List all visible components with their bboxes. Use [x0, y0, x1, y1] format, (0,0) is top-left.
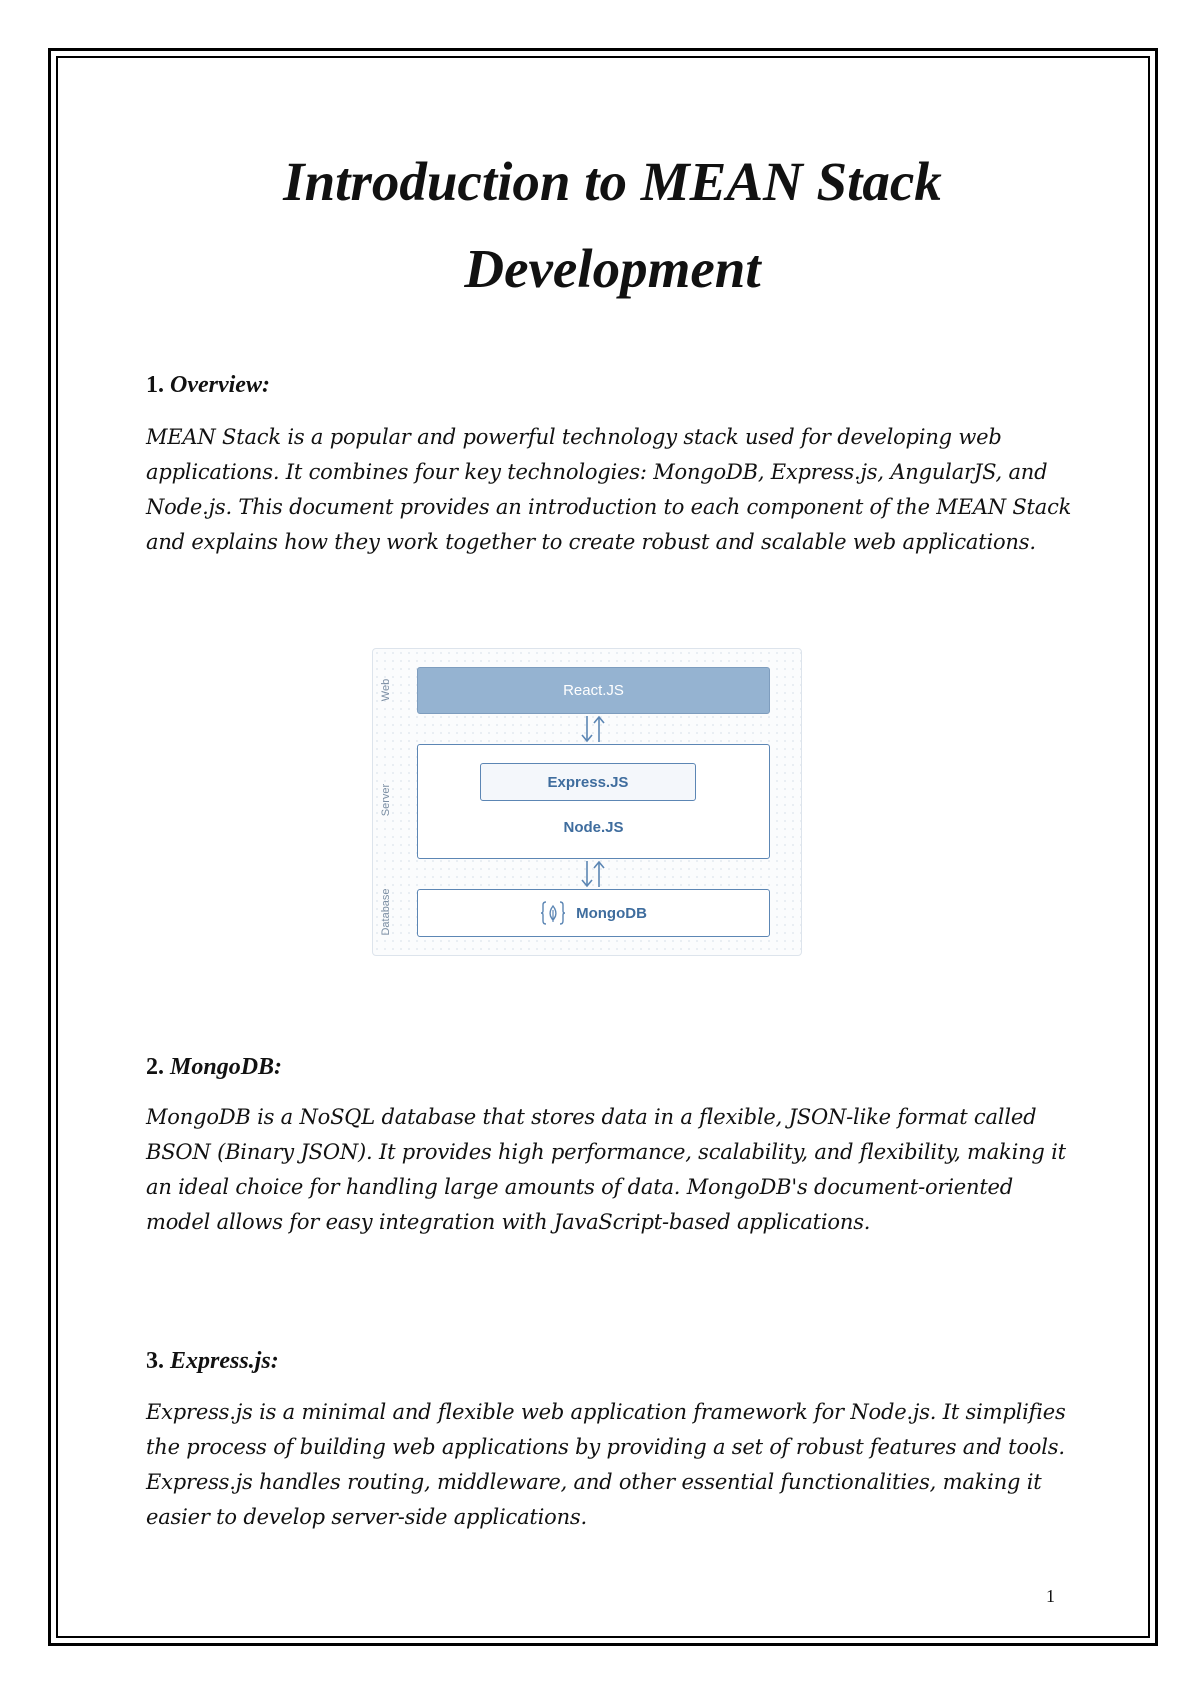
frontend-label: React.JS — [563, 682, 624, 699]
section-title: Express.js: — [170, 1348, 279, 1374]
tier-label-server: Server — [380, 783, 392, 817]
arrows-bidirectional-icon — [573, 859, 613, 889]
server-box — [417, 744, 770, 859]
section-number: 3. — [146, 1348, 164, 1374]
section-heading-expressjs — [146, 1346, 279, 1376]
tier-label-database: Database — [380, 888, 392, 936]
mean-stack-diagram — [372, 648, 802, 956]
section-number: 1. — [146, 372, 164, 398]
database-box — [417, 889, 770, 937]
runtime-label: Node.JS — [563, 819, 624, 836]
tier-label-web: Web — [380, 678, 392, 702]
framework-box — [480, 763, 696, 801]
section-paragraph-overview: MEAN Stack is a popular and powerful technology stack used for developing web applications. It combines four key technologies: MongoDB, Express.js, AngularJS, and Node.js. This document provides an introduction to each component of the MEAN Stack and explains how they work together to create robust and scalable web applications. — [146, 425, 1072, 554]
section-paragraph-mongodb: MongoDB is a NoSQL database that stores data in a flexible, JSON-like format called BSON (Binary JSON). It provides high performance, scalability, and flexibility, making it an ideal choice for handling large amounts of data. MongoDB's document-oriented model allows for easy integration with JavaScript-based applications. — [146, 1105, 1066, 1234]
arrows-bidirectional-icon — [573, 714, 613, 744]
section-heading-overview — [146, 370, 270, 400]
mongodb-leaf-icon — [540, 898, 566, 928]
section-title: MongoDB: — [170, 1054, 283, 1080]
section-number: 2. — [146, 1054, 164, 1080]
section-paragraph-expressjs: Express.js is a minimal and flexible web application framework for Node.js. It simplifies the process of building web applications by providing a set of robust features and tools. Express.js handles routing, middleware, and other essential functionalities, making it easier to develop server-side applications. — [146, 1400, 1066, 1529]
document-title-line1: Introduction to MEAN Stack — [283, 151, 942, 212]
page-number: 1 — [1046, 1586, 1055, 1606]
database-label: MongoDB — [576, 904, 647, 922]
framework-label: Express.JS — [547, 773, 629, 791]
document-title — [120, 138, 1105, 312]
document-title-line2: Development — [464, 238, 761, 299]
section-heading-mongodb — [146, 1052, 282, 1082]
section-title: Overview: — [170, 372, 270, 398]
frontend-box — [417, 667, 770, 714]
